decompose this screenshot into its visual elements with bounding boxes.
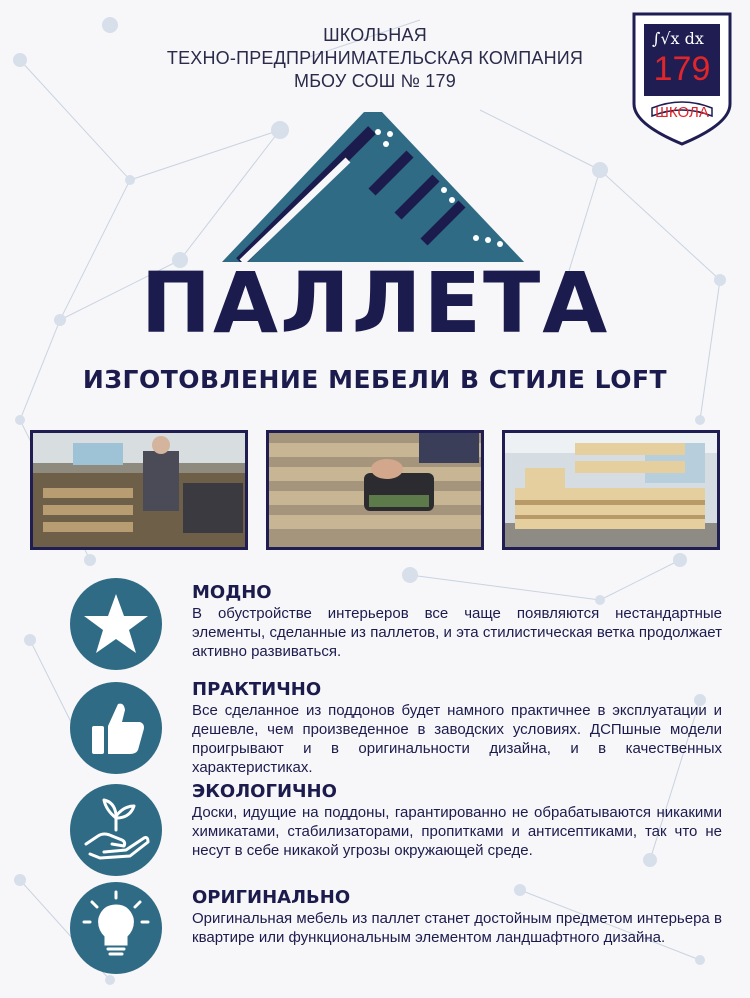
photo-grinding-board [266, 430, 484, 550]
feature-ecological [192, 781, 722, 860]
header-line-3: МБОУ СОШ № 179 [294, 71, 456, 91]
feature-original [192, 887, 722, 947]
feature-text: В обустройстве интерьеров все чаще появляются нестандартные элементы, сделанные из паллетов, и эта стилистическая ветка продолжает активно развиваться. [192, 605, 722, 660]
feature-title: ЭКОЛОГИЧНО [192, 781, 337, 802]
feature-text: Все сделанное из поддонов будет намного практичнее в эксплуатации и дешевле, чем произведенное в заводских условиях. ДСПшные модели проигрывают и в оригинальности дизайна, и в качественных характеристиках. [192, 702, 722, 776]
hand-plant-icon [70, 784, 162, 876]
emblem-word: ШКОЛА [655, 104, 709, 121]
feature-text: Доски, идущие на поддоны, гарантированно не обрабатываются никакими химикатами, стабилизаторами, пропитками и антисептиками, так что не несут в себе никакой угрозы окружающей среде. [192, 804, 722, 859]
feature-title: ПРАКТИЧНО [192, 679, 322, 700]
emblem-formula: ∫√x dx [652, 29, 704, 48]
company-header [130, 24, 620, 93]
feature-title: МОДНО [192, 582, 272, 603]
star-icon [70, 578, 162, 670]
brand-name: ПАЛЛЕТА [140, 254, 610, 352]
page-subtitle: ИЗГОТОВЛЕНИЕ МЕБЕЛИ В СТИЛЕ LOFT [82, 365, 668, 394]
photo-workshop-sanding [30, 430, 248, 550]
feature-title: ОРИГИНАЛЬНО [192, 887, 351, 908]
emblem-number: 179 [653, 50, 711, 88]
feature-fashionable [192, 582, 722, 661]
photo-pallet-sofa [502, 430, 720, 550]
lightbulb-icon [70, 882, 162, 974]
school-emblem [632, 12, 732, 146]
pallet-logo-icon [222, 112, 524, 262]
feature-text: Оригинальная мебель из паллет станет достойным предметом интерьера в квартире или функциональным элементом ландшафтного дизайна. [192, 910, 722, 946]
thumbs-up-icon [70, 682, 162, 774]
feature-practical [192, 679, 722, 777]
header-line-1: ШКОЛЬНАЯ [323, 25, 427, 45]
header-line-2: ТЕХНО-ПРЕДПРИНИМАТЕЛЬСКАЯ КОМПАНИЯ [166, 48, 584, 68]
